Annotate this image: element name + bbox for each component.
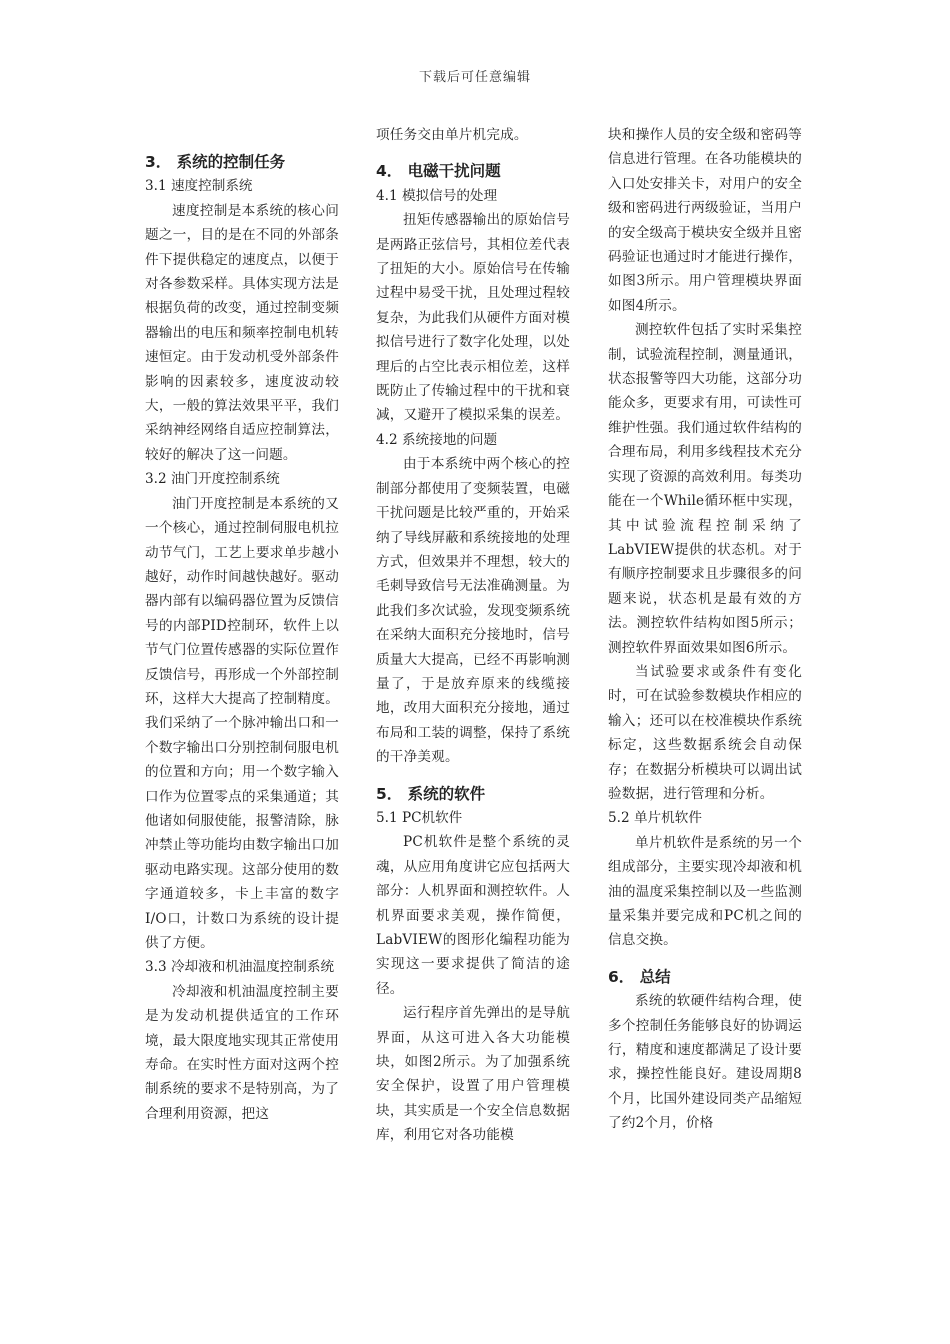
- subsection-heading-4-1: 4.1 模拟信号的处理: [376, 187, 498, 204]
- section-heading-5: 5． 系统的软件: [376, 784, 486, 803]
- paragraph: 当试验要求或条件有变化时，可在试验参数模块作相应的输入；还可以在校准模块作系统标定，这些数据系统会自动保存；在数据分析模块可以调出试验数据，进行管理和分析。: [608, 663, 802, 802]
- paragraph: 扭矩传感器输出的原始信号是两路正弦信号，其相位差代表了扭矩的大小。原始信号在传输过程中易受干扰，且处理过程较复杂，为此我们从硬件方面对模拟信号进行了数字化处理，以处理后的占空比表示相位差，这样既防止了传输过程中的干扰和衰减，又避开了模拟采集的误差。: [376, 212, 570, 424]
- section-heading-4: 4． 电磁干扰问题: [376, 162, 501, 181]
- paragraph: 由于本系统中两个核心的控制部分都使用了变频装置，电磁干扰问题是比较严重的，开始采纳了导线屏蔽和系统接地的处理方式，但效果并不理想，较大的毛刺导致信号无法准确测量。为此我们多次试验，发现变频系统在采纳大面积充分接地时，信号质量大大提高，已经不再影响测量了，于是放弃原来的线缆接地，改用大面积充分接地，通过布局和工装的调整，保持了系统的干净美观。: [376, 456, 570, 766]
- paragraph: 测控软件包括了实时采集控制，试验流程控制，测量通讯，状态报警等四大功能，这部分功能众多，更要求有用，可读性可维护性强。我们通过软件结构的合理布局，利用多线程技术充分实现了资源的高效利用。每类功能在一个While循环框中实现，其中试验流程控制采纳了LabVIEW提供的状态机。对于有顺序控制要求且步骤很多的问题来说，状态机是最有效的方法。测控软件结构如图5所示；测控软件界面效果如图6所示。: [608, 322, 802, 656]
- subsection-heading-3-3: 3.3 冷却液和机油温度控制系统: [145, 959, 335, 976]
- subsection-heading-4-2: 4.2 系统接地的问题: [376, 431, 498, 448]
- paragraph: 系统的软硬件结构合理，使多个控制任务能够良好的协调运行，精度和速度都满足了设计要求，操控性能良好。建设周期8个月，比国外建设同类产品缩短了约2个月，价格: [608, 993, 802, 1132]
- paragraph-continuation: 项任务交由单片机完成。: [376, 127, 528, 143]
- subsection-heading-3-1: 3.1 速度控制系统: [145, 178, 253, 195]
- paragraph: 速度控制是本系统的核心问题之一，目的是在不同的外部条件下提供稳定的速度点，以便于对各参数采样。具体实现方法是根据负荷的改变，通过控制变频器输出的电压和频率控制电机转速恒定。由于发动机受外部条件影响的因素较多，速度波动较大，一般的算法效果平平，我们采纳神经网络自适应控制算法，较好的解决了这一问题。: [145, 202, 339, 463]
- paragraph: 冷却液和机油温度控制主要是为发动机提供适宜的工作环境，最大限度地实现其正常使用寿命。在实时性方面对这两个控制系统的要求不是特别高，为了合理利用资源，把这: [145, 983, 339, 1122]
- paragraph: 运行程序首先弹出的是导航界面，从这可进入各大功能模块，如图2所示。为了加强系统安全保护，设置了用户管理模块，其实质是一个安全信息数据库，利用它对各功能模: [376, 1005, 570, 1144]
- paragraph: PC机软件是整个系统的灵魂，从应用角度讲它应包括两大部分：人机界面和测控软件。人机界面要求美观，操作简便，LabVIEW的图形化编程功能为实现这一要求提供了简洁的途径。: [376, 834, 570, 997]
- paragraph: 单片机软件是系统的另一个组成部分，主要实现冷却液和机油的温度采集控制以及一些监测量采集并要完成和PC机之间的信息交换。: [608, 834, 802, 949]
- paragraph: 油门开度控制是本系统的又一个核心，通过控制伺服电机拉动节气门，工艺上要求单步越小越好，动作时间越快越好。驱动器内部有以编码器位置为反馈信号的内部PID控制环，软件上以节气门位置传感器的实际位置作反馈信号，再形成一个外部控制环，这样大大提高了控制精度。我们采纳了一个脉冲输出口和一个数字输出口分别控制伺服电机的位置和方向；用一个数字输入口作为位置零点的采集通道；其他诸如伺服使能，报警清除，脉冲禁止等功能均由数字输出口加驱动电路实现。这部分使用的数字通道较多，卡上丰富的数字I/O口，计数口为系统的设计提供了方便。: [145, 495, 339, 951]
- column-1: [145, 150, 339, 1126]
- subsection-heading-5-1: 5.1 PC机软件: [376, 809, 463, 826]
- column-3: [608, 123, 802, 1136]
- page-header: 下载后可任意编辑: [418, 70, 531, 85]
- column-2: [376, 123, 570, 1148]
- section-heading-3: 3． 系统的控制任务: [145, 153, 286, 171]
- subsection-heading-5-2: 5.2 单片机软件: [608, 810, 702, 827]
- paragraph-continuation: 块和操作人员的安全级和密码等信息进行管理。在各功能模块的入口处安排关卡，对用户的安全级和密码进行两级验证，当用户的安全级高于模块安全级并且密码验证也通过时才能进行操作，如图3所示。用户管理模块界面如图4所示。: [608, 127, 802, 314]
- subsection-heading-3-2: 3.2 油门开度控制系统: [145, 471, 280, 488]
- section-heading-6: 6． 总结: [608, 967, 671, 986]
